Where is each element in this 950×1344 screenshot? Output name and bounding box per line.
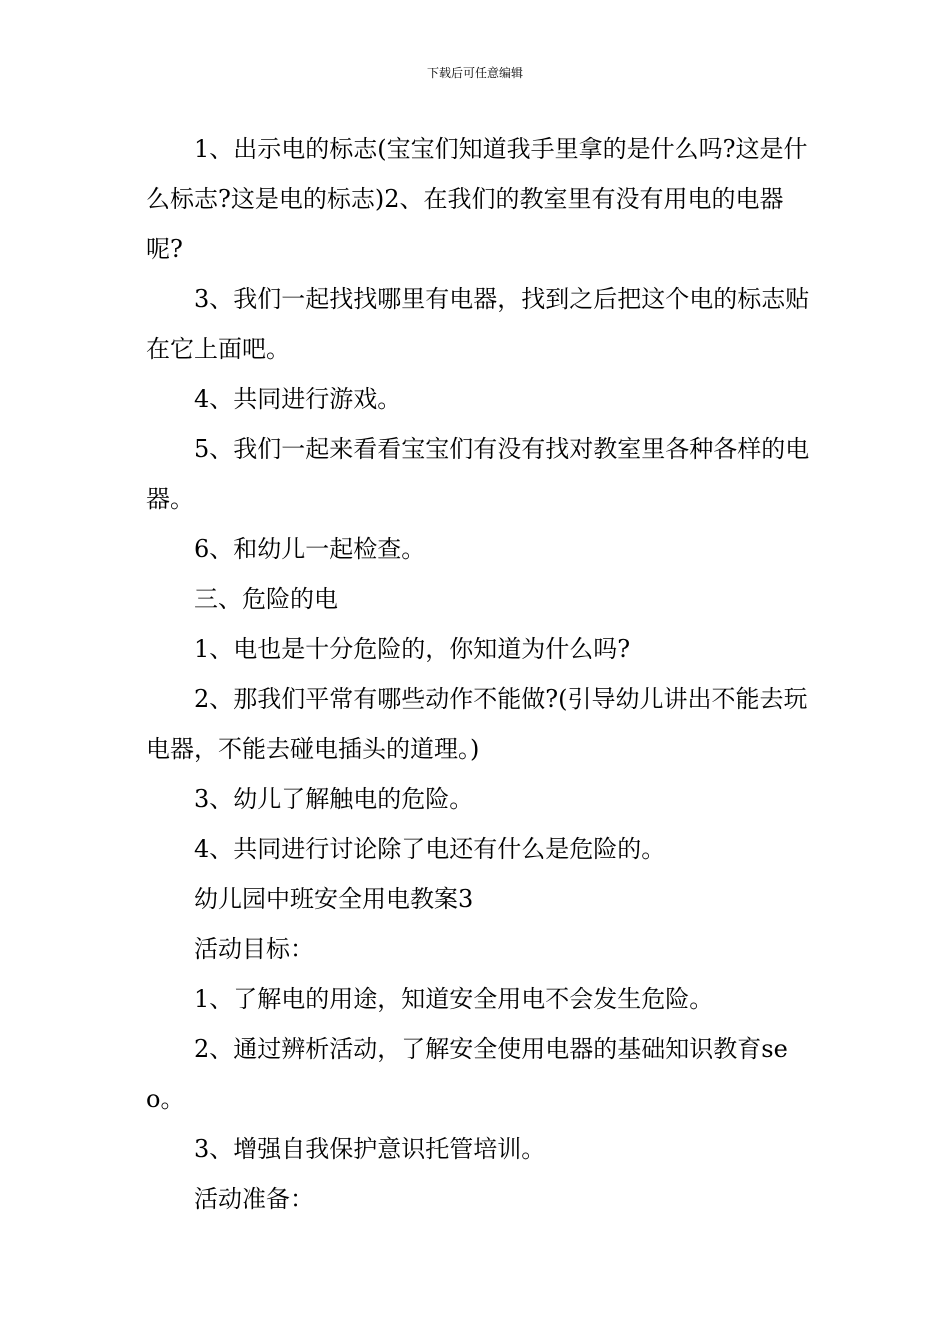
paragraph: 1、出示电的标志(宝宝们知道我手里拿的是什么吗?这是什么标志?这是电的标志)2、在我们的教室里有没有用电的电器呢? bbox=[146, 135, 808, 263]
paragraph: 2、那我们平常有哪些动作不能做?(引导幼儿讲出不能去玩电器，不能去碰电插头的道理。) bbox=[146, 685, 808, 763]
section-title: 幼儿园中班安全用电教案3 bbox=[194, 885, 474, 913]
document-body bbox=[146, 124, 810, 1224]
section-heading: 活动目标： bbox=[194, 935, 314, 963]
paragraph: 3、我们一起找找哪里有电器，找到之后把这个电的标志贴在它上面吧。 bbox=[146, 285, 810, 363]
paragraph: 5、我们一起来看看宝宝们有没有找对教室里各种各样的电器。 bbox=[146, 435, 810, 513]
paragraph: 3、增强自我保护意识托管培训。 bbox=[194, 1135, 546, 1163]
paragraph: 2、通过辨析活动，了解安全使用电器的基础知识教育seo。 bbox=[146, 1035, 788, 1113]
page-header: 下载后可任意编辑 bbox=[426, 66, 523, 80]
paragraph: 1、电也是十分危险的，你知道为什么吗? bbox=[194, 635, 631, 663]
paragraph: 1、了解电的用途，知道安全用电不会发生危险。 bbox=[194, 985, 714, 1013]
paragraph: 6、和幼儿一起检查。 bbox=[194, 535, 426, 563]
section-heading: 活动准备： bbox=[194, 1185, 314, 1213]
paragraph: 4、共同进行游戏。 bbox=[194, 385, 402, 413]
paragraph: 3、幼儿了解触电的危险。 bbox=[194, 785, 474, 813]
section-heading: 三、危险的电 bbox=[194, 585, 338, 613]
paragraph: 4、共同进行讨论除了电还有什么是危险的。 bbox=[194, 835, 666, 863]
